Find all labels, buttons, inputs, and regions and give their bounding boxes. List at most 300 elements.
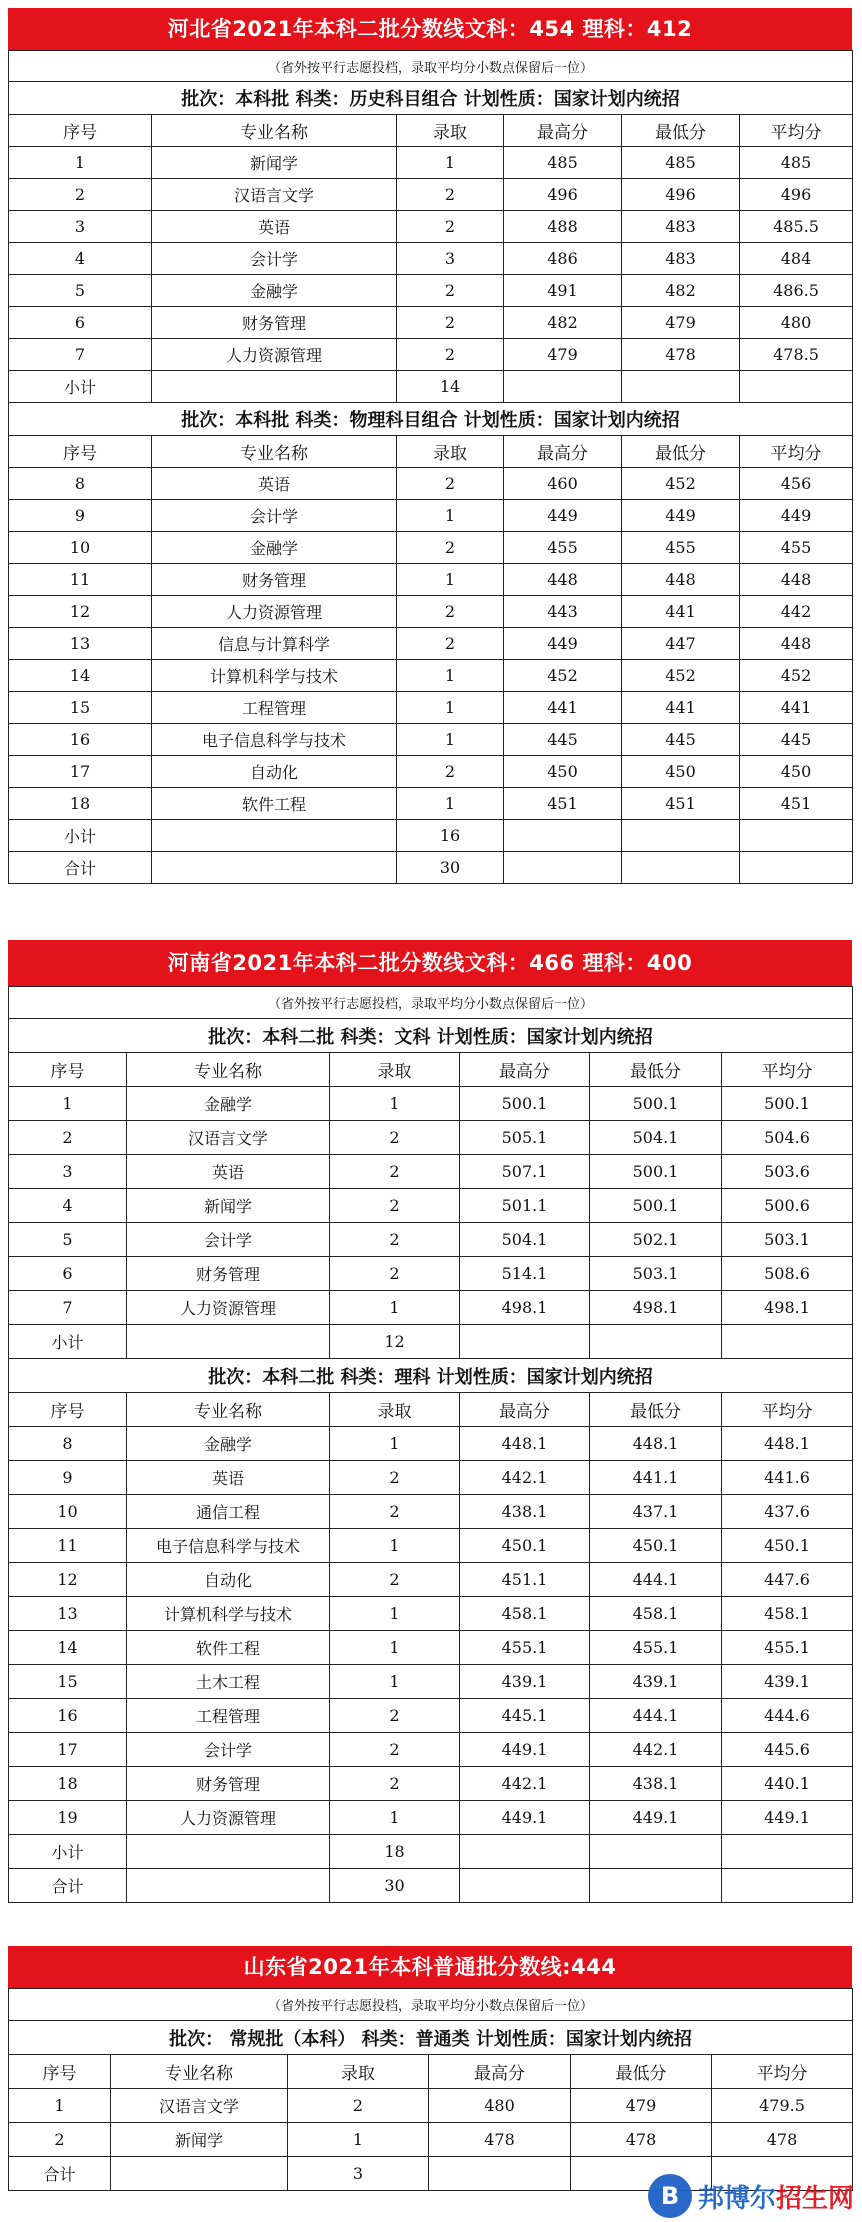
admitted-count-cell: 2 <box>397 532 504 564</box>
admitted-count-cell: 2 <box>330 1495 460 1529</box>
admitted-count-cell: 1 <box>397 788 504 820</box>
admitted-count-cell: 1 <box>330 1529 460 1563</box>
admitted-count-cell: 1 <box>330 1665 460 1699</box>
min-score-cell: 447 <box>622 628 740 660</box>
table-row <box>9 211 853 243</box>
batch-info-row <box>9 82 853 115</box>
row-index-cell: 7 <box>9 339 152 371</box>
admitted-count-cell: 1 <box>330 1291 460 1325</box>
header-row <box>9 2055 853 2089</box>
min-score-cell: 437.1 <box>590 1495 722 1529</box>
admitted-count-cell: 2 <box>397 179 504 211</box>
subtotal-value: 12 <box>330 1325 460 1359</box>
avg-score-cell: 455.1 <box>722 1631 853 1665</box>
avg-score-cell: 508.6 <box>722 1257 853 1291</box>
major-name-cell: 英语 <box>127 1461 330 1495</box>
avg-score-cell: 503.1 <box>722 1223 853 1257</box>
table-row <box>9 1597 853 1631</box>
note-row <box>9 1989 853 2021</box>
note-row <box>9 51 853 82</box>
total-label: 合计 <box>9 1869 127 1903</box>
min-score-cell: 479 <box>571 2089 712 2123</box>
table-row <box>9 1223 853 1257</box>
row-index-cell: 6 <box>9 307 152 339</box>
row-index-cell: 13 <box>9 628 152 660</box>
empty-cell <box>127 1869 330 1903</box>
empty-cell <box>152 852 397 884</box>
min-score-cell: 451 <box>622 788 740 820</box>
avg-score-cell: 458.1 <box>722 1597 853 1631</box>
note-row <box>9 987 853 1019</box>
empty-cell <box>622 371 740 403</box>
avg-score-cell: 444.6 <box>722 1699 853 1733</box>
header-row <box>9 115 853 147</box>
total-value: 30 <box>397 852 504 884</box>
min-score-cell: 452 <box>622 468 740 500</box>
avg-score-cell: 452 <box>740 660 853 692</box>
admitted-count-cell: 1 <box>330 1087 460 1121</box>
row-index-cell: 1 <box>9 2089 111 2123</box>
max-score-cell: 442.1 <box>460 1461 590 1495</box>
major-name-cell: 电子信息科学与技术 <box>127 1529 330 1563</box>
max-score-cell: 445 <box>504 724 622 756</box>
table-row <box>9 1257 853 1291</box>
table-row <box>9 468 853 500</box>
column-header: 最高分 <box>460 1393 590 1427</box>
table-row <box>9 1461 853 1495</box>
min-score-cell: 500.1 <box>590 1189 722 1223</box>
admitted-count-cell: 1 <box>397 660 504 692</box>
row-index-cell: 10 <box>9 532 152 564</box>
avg-score-cell: 449.1 <box>722 1801 853 1835</box>
major-name-cell: 新闻学 <box>111 2123 288 2157</box>
row-index-cell: 6 <box>9 1257 127 1291</box>
admitted-count-cell: 2 <box>397 275 504 307</box>
batch-info-row <box>9 2021 853 2055</box>
row-index-cell: 11 <box>9 1529 127 1563</box>
max-score-cell: 449 <box>504 628 622 660</box>
admitted-count-cell: 1 <box>397 500 504 532</box>
table-row <box>9 692 853 724</box>
min-score-cell: 452 <box>622 660 740 692</box>
shandong-table <box>8 1988 853 2191</box>
table-row <box>9 1087 853 1121</box>
empty-cell <box>429 2157 571 2191</box>
empty-cell <box>504 852 622 884</box>
major-name-cell: 汉语言文学 <box>127 1121 330 1155</box>
max-score-cell: 486 <box>504 243 622 275</box>
table-row <box>9 724 853 756</box>
column-header: 序号 <box>9 2055 111 2089</box>
admitted-count-cell: 2 <box>397 211 504 243</box>
header-row <box>9 1053 853 1087</box>
table-row <box>9 1733 853 1767</box>
column-header: 最低分 <box>571 2055 712 2089</box>
column-header: 录取 <box>397 115 504 147</box>
column-header: 最低分 <box>622 436 740 468</box>
major-name-cell: 计算机科学与技术 <box>127 1597 330 1631</box>
column-header: 最高分 <box>429 2055 571 2089</box>
table-row <box>9 1665 853 1699</box>
admitted-count-cell: 1 <box>330 1801 460 1835</box>
max-score-cell: 479 <box>504 339 622 371</box>
major-name-cell: 财务管理 <box>127 1257 330 1291</box>
major-name-cell: 通信工程 <box>127 1495 330 1529</box>
avg-score-cell: 500.1 <box>722 1087 853 1121</box>
row-index-cell: 11 <box>9 564 152 596</box>
column-header: 专业名称 <box>152 115 397 147</box>
table-row <box>9 756 853 788</box>
note-text: （省外按平行志愿投档，录取平均分小数点保留后一位） <box>9 987 853 1019</box>
batch-info-row <box>9 1019 853 1053</box>
max-score-cell: 449 <box>504 500 622 532</box>
admitted-count-cell: 1 <box>330 1597 460 1631</box>
max-score-cell: 496 <box>504 179 622 211</box>
table-row <box>9 1155 853 1189</box>
row-index-cell: 2 <box>9 2123 111 2157</box>
total-label: 合计 <box>9 852 152 884</box>
watermark-text-blue: 邦博尔 <box>697 2183 776 2214</box>
empty-cell <box>127 1325 330 1359</box>
table-row <box>9 1495 853 1529</box>
admitted-count-cell: 2 <box>330 1121 460 1155</box>
batch-info: 批次： 常规批（本科） 科类：普通类 计划性质：国家计划内统招 <box>9 2021 853 2055</box>
avg-score-cell: 445 <box>740 724 853 756</box>
empty-cell <box>152 371 397 403</box>
note-text: （省外按平行志愿投档，录取平均分小数点保留后一位） <box>9 51 853 82</box>
avg-score-cell: 445.6 <box>722 1733 853 1767</box>
empty-cell <box>460 1325 590 1359</box>
table-row <box>9 179 853 211</box>
subtotal-row <box>9 820 853 852</box>
row-index-cell: 15 <box>9 692 152 724</box>
hebei-banner: 河北省2021年本科二批分数线文科：454 理科：412 <box>8 8 852 50</box>
note-text: （省外按平行志愿投档，录取平均分小数点保留后一位） <box>9 1989 853 2021</box>
header-row <box>9 436 853 468</box>
avg-score-cell: 484 <box>740 243 853 275</box>
row-index-cell: 19 <box>9 1801 127 1835</box>
batch-info: 批次：本科批 科类：物理科目组合 计划性质：国家计划内统招 <box>9 403 853 436</box>
table-row <box>9 1529 853 1563</box>
major-name-cell: 金融学 <box>127 1427 330 1461</box>
avg-score-cell: 441.6 <box>722 1461 853 1495</box>
admitted-count-cell: 2 <box>397 628 504 660</box>
avg-score-cell: 450.1 <box>722 1529 853 1563</box>
column-header: 平均分 <box>740 436 853 468</box>
batch-info-row <box>9 403 853 436</box>
min-score-cell: 449.1 <box>590 1801 722 1835</box>
max-score-cell: 452 <box>504 660 622 692</box>
empty-cell <box>740 852 853 884</box>
column-header: 专业名称 <box>152 436 397 468</box>
table-row <box>9 596 853 628</box>
major-name-cell: 汉语言文学 <box>111 2089 288 2123</box>
avg-score-cell: 503.6 <box>722 1155 853 1189</box>
major-name-cell: 英语 <box>152 211 397 243</box>
empty-cell <box>722 1869 853 1903</box>
major-name-cell: 英语 <box>127 1155 330 1189</box>
row-index-cell: 9 <box>9 500 152 532</box>
major-name-cell: 会计学 <box>127 1733 330 1767</box>
row-index-cell: 3 <box>9 211 152 243</box>
max-score-cell: 501.1 <box>460 1189 590 1223</box>
max-score-cell: 450 <box>504 756 622 788</box>
row-index-cell: 10 <box>9 1495 127 1529</box>
total-value: 3 <box>288 2157 429 2191</box>
avg-score-cell: 451 <box>740 788 853 820</box>
subtotal-label: 小计 <box>9 1835 127 1869</box>
major-name-cell: 信息与计算科学 <box>152 628 397 660</box>
henan-banner: 河南省2021年本科二批分数线文科：466 理科：400 <box>8 940 852 986</box>
avg-score-cell: 498.1 <box>722 1291 853 1325</box>
empty-cell <box>152 820 397 852</box>
major-name-cell: 人力资源管理 <box>152 596 397 628</box>
table-row <box>9 307 853 339</box>
subtotal-label: 小计 <box>9 1325 127 1359</box>
avg-score-cell: 486.5 <box>740 275 853 307</box>
min-score-cell: 441 <box>622 596 740 628</box>
avg-score-cell: 449 <box>740 500 853 532</box>
row-index-cell: 5 <box>9 275 152 307</box>
site-watermark <box>648 2174 854 2218</box>
column-header: 专业名称 <box>127 1053 330 1087</box>
max-score-cell: 500.1 <box>460 1087 590 1121</box>
batch-info: 批次：本科二批 科类：文科 计划性质：国家计划内统招 <box>9 1019 853 1053</box>
min-score-cell: 450 <box>622 756 740 788</box>
avg-score-cell: 448 <box>740 628 853 660</box>
min-score-cell: 455.1 <box>590 1631 722 1665</box>
table-row <box>9 500 853 532</box>
table-row <box>9 2123 853 2157</box>
admitted-count-cell: 1 <box>397 724 504 756</box>
subtotal-value: 14 <box>397 371 504 403</box>
table-row <box>9 532 853 564</box>
min-score-cell: 445 <box>622 724 740 756</box>
min-score-cell: 479 <box>622 307 740 339</box>
table-row <box>9 1563 853 1597</box>
admitted-count-cell: 2 <box>397 468 504 500</box>
admitted-count-cell: 2 <box>330 1223 460 1257</box>
column-header: 平均分 <box>712 2055 853 2089</box>
empty-cell <box>590 1835 722 1869</box>
avg-score-cell: 500.6 <box>722 1189 853 1223</box>
max-score-cell: 460 <box>504 468 622 500</box>
table-row <box>9 1699 853 1733</box>
table-row <box>9 628 853 660</box>
admitted-count-cell: 2 <box>397 596 504 628</box>
admitted-count-cell: 2 <box>288 2089 429 2123</box>
admitted-count-cell: 1 <box>397 692 504 724</box>
table-row <box>9 243 853 275</box>
max-score-cell: 504.1 <box>460 1223 590 1257</box>
empty-cell <box>127 1835 330 1869</box>
subtotal-label: 小计 <box>9 371 152 403</box>
admitted-count-cell: 2 <box>330 1767 460 1801</box>
column-header: 平均分 <box>740 115 853 147</box>
min-score-cell: 439.1 <box>590 1665 722 1699</box>
subtotal-row <box>9 1835 853 1869</box>
max-score-cell: 488 <box>504 211 622 243</box>
column-header: 最低分 <box>622 115 740 147</box>
admitted-count-cell: 2 <box>397 756 504 788</box>
major-name-cell: 新闻学 <box>152 147 397 179</box>
max-score-cell: 448 <box>504 564 622 596</box>
row-index-cell: 13 <box>9 1597 127 1631</box>
min-score-cell: 485 <box>622 147 740 179</box>
total-value: 30 <box>330 1869 460 1903</box>
admitted-count-cell: 2 <box>330 1699 460 1733</box>
max-score-cell: 442.1 <box>460 1767 590 1801</box>
admitted-count-cell: 1 <box>288 2123 429 2157</box>
empty-cell <box>622 820 740 852</box>
column-header: 录取 <box>330 1393 460 1427</box>
column-header: 专业名称 <box>111 2055 288 2089</box>
batch-info: 批次：本科二批 科类：理科 计划性质：国家计划内统招 <box>9 1359 853 1393</box>
min-score-cell: 482 <box>622 275 740 307</box>
henan-table <box>8 986 853 1903</box>
max-score-cell: 478 <box>429 2123 571 2157</box>
avg-score-cell: 478.5 <box>740 339 853 371</box>
min-score-cell: 478 <box>622 339 740 371</box>
batch-info-row <box>9 1359 853 1393</box>
admitted-count-cell: 1 <box>330 1427 460 1461</box>
admitted-count-cell: 2 <box>397 307 504 339</box>
avg-score-cell: 448 <box>740 564 853 596</box>
avg-score-cell: 440.1 <box>722 1767 853 1801</box>
avg-score-cell: 439.1 <box>722 1665 853 1699</box>
major-name-cell: 电子信息科学与技术 <box>152 724 397 756</box>
watermark-text-red: 招生网 <box>775 2183 854 2214</box>
major-name-cell: 英语 <box>152 468 397 500</box>
major-name-cell: 工程管理 <box>152 692 397 724</box>
avg-score-cell: 479.5 <box>712 2089 853 2123</box>
hebei-table <box>8 50 853 884</box>
table-row <box>9 564 853 596</box>
major-name-cell: 会计学 <box>152 243 397 275</box>
max-score-cell: 455 <box>504 532 622 564</box>
table-row <box>9 1631 853 1665</box>
empty-cell <box>460 1869 590 1903</box>
empty-cell <box>460 1835 590 1869</box>
max-score-cell: 449.1 <box>460 1733 590 1767</box>
site-watermark-text <box>698 2178 854 2215</box>
row-index-cell: 16 <box>9 1699 127 1733</box>
column-header: 最高分 <box>504 115 622 147</box>
table-row <box>9 339 853 371</box>
admitted-count-cell: 3 <box>397 243 504 275</box>
avg-score-cell: 447.6 <box>722 1563 853 1597</box>
major-name-cell: 人力资源管理 <box>127 1291 330 1325</box>
avg-score-cell: 448.1 <box>722 1427 853 1461</box>
avg-score-cell: 496 <box>740 179 853 211</box>
major-name-cell: 计算机科学与技术 <box>152 660 397 692</box>
min-score-cell: 450.1 <box>590 1529 722 1563</box>
avg-score-cell: 504.6 <box>722 1121 853 1155</box>
max-score-cell: 450.1 <box>460 1529 590 1563</box>
min-score-cell: 444.1 <box>590 1563 722 1597</box>
avg-score-cell: 442 <box>740 596 853 628</box>
table-row <box>9 275 853 307</box>
major-name-cell: 人力资源管理 <box>152 339 397 371</box>
row-index-cell: 8 <box>9 468 152 500</box>
avg-score-cell: 478 <box>712 2123 853 2157</box>
subtotal-value: 16 <box>397 820 504 852</box>
major-name-cell: 工程管理 <box>127 1699 330 1733</box>
row-index-cell: 14 <box>9 660 152 692</box>
max-score-cell: 449.1 <box>460 1801 590 1835</box>
empty-cell <box>740 371 853 403</box>
empty-cell <box>622 852 740 884</box>
row-index-cell: 1 <box>9 147 152 179</box>
table-row <box>9 2089 853 2123</box>
total-row <box>9 1869 853 1903</box>
hebei-section <box>8 8 852 884</box>
column-header: 平均分 <box>722 1053 853 1087</box>
avg-score-cell: 441 <box>740 692 853 724</box>
total-label: 合计 <box>9 2157 111 2191</box>
avg-score-cell: 480 <box>740 307 853 339</box>
row-index-cell: 16 <box>9 724 152 756</box>
admitted-count-cell: 2 <box>330 1155 460 1189</box>
avg-score-cell: 485 <box>740 147 853 179</box>
max-score-cell: 482 <box>504 307 622 339</box>
max-score-cell: 445.1 <box>460 1699 590 1733</box>
admitted-count-cell: 1 <box>397 564 504 596</box>
row-index-cell: 4 <box>9 243 152 275</box>
min-score-cell: 498.1 <box>590 1291 722 1325</box>
major-name-cell: 土木工程 <box>127 1665 330 1699</box>
max-score-cell: 498.1 <box>460 1291 590 1325</box>
max-score-cell: 441 <box>504 692 622 724</box>
row-index-cell: 8 <box>9 1427 127 1461</box>
column-header: 序号 <box>9 436 152 468</box>
avg-score-cell: 455 <box>740 532 853 564</box>
max-score-cell: 451.1 <box>460 1563 590 1597</box>
major-name-cell: 金融学 <box>127 1087 330 1121</box>
min-score-cell: 441.1 <box>590 1461 722 1495</box>
major-name-cell: 软件工程 <box>127 1631 330 1665</box>
empty-cell <box>504 371 622 403</box>
table-row <box>9 1767 853 1801</box>
max-score-cell: 451 <box>504 788 622 820</box>
admitted-count-cell: 2 <box>330 1461 460 1495</box>
major-name-cell: 汉语言文学 <box>152 179 397 211</box>
table-row <box>9 1801 853 1835</box>
max-score-cell: 514.1 <box>460 1257 590 1291</box>
admitted-count-cell: 2 <box>330 1257 460 1291</box>
column-header: 平均分 <box>722 1393 853 1427</box>
row-index-cell: 14 <box>9 1631 127 1665</box>
max-score-cell: 455.1 <box>460 1631 590 1665</box>
max-score-cell: 491 <box>504 275 622 307</box>
empty-cell <box>722 1325 853 1359</box>
empty-cell <box>590 1325 722 1359</box>
row-index-cell: 12 <box>9 1563 127 1597</box>
total-row <box>9 852 853 884</box>
admitted-count-cell: 2 <box>397 339 504 371</box>
row-index-cell: 17 <box>9 1733 127 1767</box>
admitted-count-cell: 1 <box>397 147 504 179</box>
subtotal-value: 18 <box>330 1835 460 1869</box>
table-row <box>9 1121 853 1155</box>
max-score-cell: 458.1 <box>460 1597 590 1631</box>
row-index-cell: 1 <box>9 1087 127 1121</box>
table-row <box>9 788 853 820</box>
admitted-count-cell: 2 <box>330 1189 460 1223</box>
max-score-cell: 438.1 <box>460 1495 590 1529</box>
column-header: 序号 <box>9 115 152 147</box>
avg-score-cell: 485.5 <box>740 211 853 243</box>
